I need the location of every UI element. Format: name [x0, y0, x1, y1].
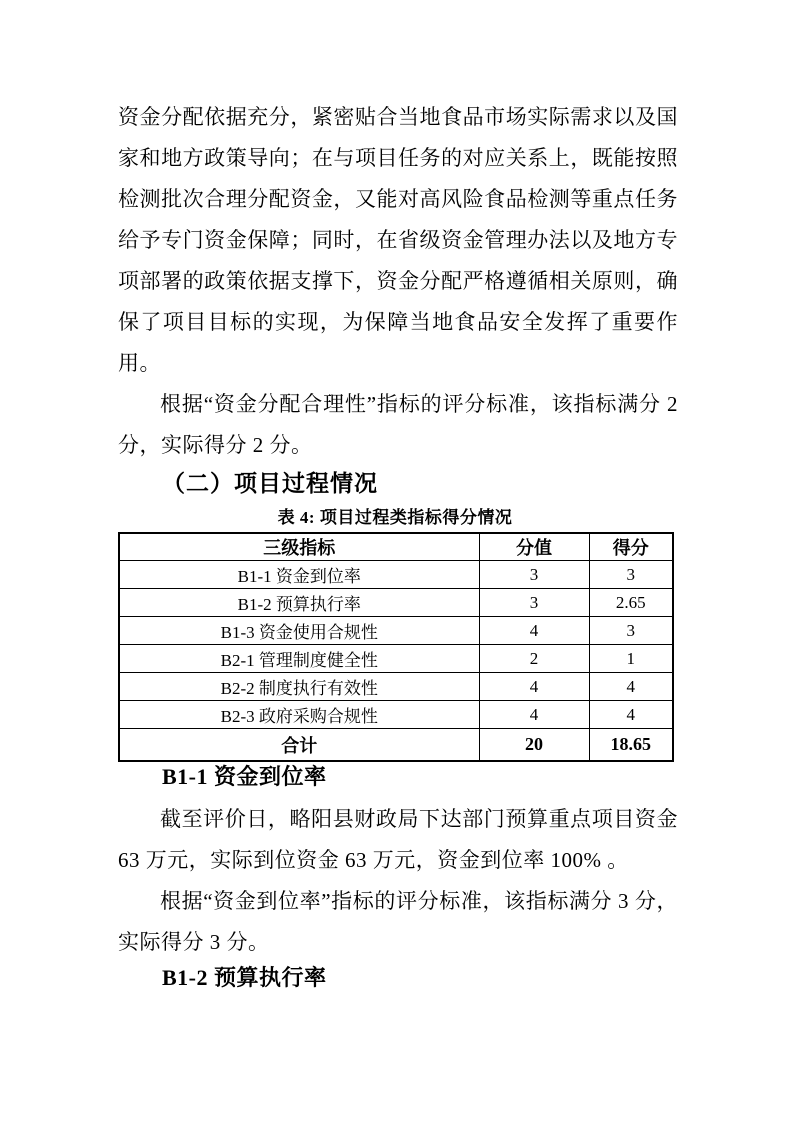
score-cell: 4	[589, 673, 673, 701]
subsection-heading-b1-1: B1-1 资金到位率	[162, 764, 327, 789]
score-cell: 2.65	[589, 589, 673, 617]
score-cell: 4	[589, 701, 673, 729]
table-total-row	[119, 729, 673, 762]
score-cell: 3	[589, 617, 673, 645]
max-cell: 2	[479, 645, 589, 673]
max-cell: 4	[479, 701, 589, 729]
table-row	[119, 701, 673, 729]
max-cell: 3	[479, 561, 589, 589]
indicator-cell: B2-2 制度执行有效性	[119, 673, 479, 701]
indicator-cell: B2-1 管理制度健全性	[119, 645, 479, 673]
column-header-2: 得分	[589, 533, 673, 561]
total-score-cell: 18.65	[589, 729, 673, 762]
indicator-cell: B1-3 资金使用合规性	[119, 617, 479, 645]
table-row	[119, 561, 673, 589]
paragraph-arrival-rate-score: 根据“资金到位率”指标的评分标准，该指标满分 3 分，实际得分 3 分。	[118, 889, 678, 954]
paragraph-fund-allocation-continuation: 资金分配依据充分，紧密贴合当地食品市场实际需求以及国家和地方政策导向；在与项目任务的对应关系上，既能按照检测批次合理分配资金，又能对高风险食品检测等重点任务给予专门资金保障；同时，在省级资金管理办法以及地方专项部署的政策依据支撑下，资金分配严格遵循相关原则，确保了项目目标的实现，为保障当地食品安全发挥了重要作用。	[118, 105, 678, 375]
paragraph-funds-arrival: 截至评价日，略阳县财政局下达部门预算重点项目资金 63 万元，实际到位资金 63 万元，资金到位率 100% 。	[118, 807, 678, 872]
table-row	[119, 673, 673, 701]
column-header-1: 分值	[479, 533, 589, 561]
table-row	[119, 617, 673, 645]
indicator-cell: B2-3 政府采购合规性	[119, 701, 479, 729]
process-indicator-score-table	[118, 532, 674, 762]
total-max-cell: 20	[479, 729, 589, 762]
table-row	[119, 589, 673, 617]
score-cell: 3	[589, 561, 673, 589]
table-row	[119, 645, 673, 673]
subsection-heading-b1-2: B1-2 预算执行率	[162, 965, 327, 990]
table-header-row	[119, 533, 673, 561]
indicator-cell: B1-1 资金到位率	[119, 561, 479, 589]
total-indicator-cell: 合计	[119, 729, 479, 762]
score-cell: 1	[589, 645, 673, 673]
max-cell: 4	[479, 617, 589, 645]
table-caption: 表 4: 项目过程类指标得分情况	[277, 508, 513, 527]
max-cell: 3	[479, 589, 589, 617]
column-header-0: 三级指标	[119, 533, 479, 561]
paragraph-allocation-rationality-score: 根据“资金分配合理性”指标的评分标准，该指标满分 2 分，实际得分 2 分。	[118, 392, 678, 457]
max-cell: 4	[479, 673, 589, 701]
section-heading-project-process: （二）项目过程情况	[162, 471, 378, 496]
indicator-cell: B1-2 预算执行率	[119, 589, 479, 617]
